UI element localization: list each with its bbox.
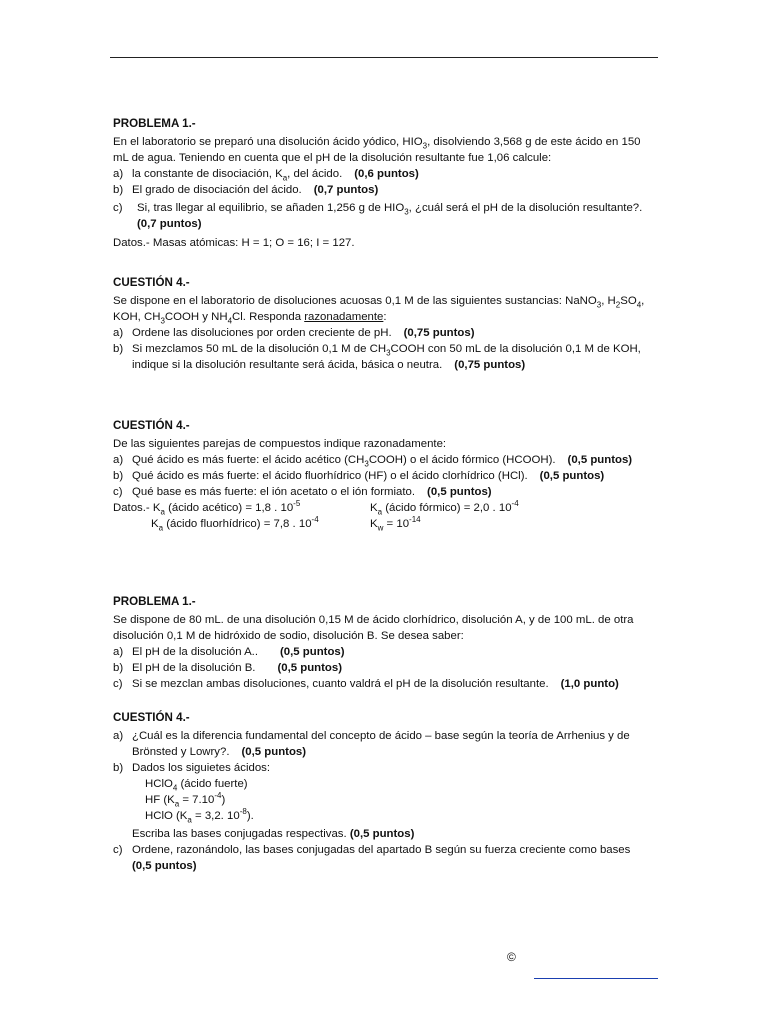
item-a: a) ¿Cuál es la diferencia fundamental del concepto de ácido – base según la teoría de Arrhenius y de Brönsted y Lowry?. (0,5 puntos) <box>113 730 630 758</box>
acid-line-1: HClO$_4$ (ácido fuerte) <box>145 778 248 793</box>
problem-intro-cont: mL de agua. Teniendo en cuenta que el pH de la disolución resultante fue 1,06 calcule: <box>113 152 552 164</box>
section-title: PROBLEMA 1.- <box>113 117 196 130</box>
item-b: b) El pH de la disolución B. (0,5 puntos) <box>113 662 343 674</box>
section-title: CUESTIÓN 4.- <box>113 419 190 432</box>
header-rule <box>110 57 658 58</box>
copyright-symbol: © <box>507 950 516 964</box>
item-c: c) Ordene, razonándolo, las bases conjugadas del apartado B según su fuerza creciente como bases (0,5 puntos) <box>113 844 631 872</box>
item-b: b) Qué ácido es más fuerte: el ácido fluorhídrico (HF) o el ácido clorhídrico (HCl). (0,5 puntos) <box>113 470 605 482</box>
section-title: CUESTIÓN 4.- <box>113 276 190 289</box>
question-4c-block <box>113 710 661 874</box>
item-c: c) Qué base es más fuerte: el ión acetato o el ión formiato. (0,5 puntos) <box>113 486 492 498</box>
data-line: Datos.- Masas atómicas: H = 1; O = 16; I = 127. <box>113 237 355 249</box>
item-a: a) Qué ácido es más fuerte: el ácido acético $(CH_3COOH)$ o el ácido fórmico (HCOOH). (0,5 puntos) <box>113 454 633 469</box>
item-c: c) Si se mezclan ambas disoluciones, cuanto valdrá el pH de la disolución resultante. (1,0 punto) <box>113 678 619 690</box>
question-intro-cont: KOH, $CH_3COOH$ y $NH_4Cl$. Responda razonadamente: <box>113 311 387 326</box>
footer-link[interactable] <box>534 978 658 979</box>
item-a: a) la constante de disociación, $K_a$, del ácido. (0,6 puntos) <box>113 168 419 183</box>
data-row-2: $K_a$ (ácido fluorhídrico) = 7,8 . $10^{-4}$ $K_w = 10^{-14}$ <box>151 515 421 533</box>
data-row-1: Datos.- $K_a$ (ácido acético) = 1,8 . $10^{-5}$ $K_a$ (ácido fórmico) = 2,0 . $10^{-4}$ <box>113 499 519 517</box>
acid-line-3: HClO ($K_a = 3,2$. $10^{-8}$). <box>145 807 254 825</box>
item-b: b) Si mezclamos 50 mL de la disolución 0,1 M de $CH_3COOH$ con 50 mL de la disolución 0,1 M de KOH, indique si la disolución resultante será ácida, básica o neutra. (0,75 puntos) <box>113 343 641 371</box>
question-4a-block <box>113 275 661 373</box>
item-a: a) Ordene las disoluciones por orden creciente de pH. (0,75 puntos) <box>113 327 475 339</box>
problem-intro: Se dispone de 80 mL. de una disolución 0,15 M de ácido clorhídrico, disolución A, y de 100 mL. de otra <box>113 614 634 626</box>
question-4b-block <box>113 418 661 532</box>
acid-line-2: HF $(K_a = 7.10^{-4})$ <box>145 791 226 809</box>
problem-1b-block <box>113 594 661 692</box>
problem-1-block <box>113 116 661 251</box>
section-title: PROBLEMA 1.- <box>113 595 196 608</box>
acid-question: Escriba las bases conjugadas respectivas. (0,5 puntos) <box>132 828 415 840</box>
item-b: b) El grado de disociación del ácido. (0,7 puntos) <box>113 184 379 196</box>
item-b: b) Dados los siguietes ácidos: <box>113 762 271 774</box>
item-c: c) Si, tras llegar al equilibrio, se añaden 1,256 g de $HIO_3$, ¿cuál será el pH de la disolución resultante?. (0,7 puntos) <box>113 202 643 230</box>
problem-intro: En el laboratorio se preparó una disolución ácido yódico, $HIO_3$, disolviendo 3,568 g de este ácido en 150 <box>113 136 641 151</box>
item-a: a) El pH de la disolución A.. (0,5 puntos) <box>113 646 345 658</box>
question-intro: De las siguientes parejas de compuestos indique razonadamente: <box>113 438 447 450</box>
question-intro: Se dispone en el laboratorio de disoluciones acuosas 0,1 M de las siguientes sustancias: NaNO$_3$, $H_2SO_4$, <box>113 295 645 310</box>
section-title: CUESTIÓN 4.- <box>113 711 190 724</box>
problem-intro-cont: disolución 0,1 M de hidróxido de sodio, disolución B. Se desea saber: <box>113 630 464 642</box>
